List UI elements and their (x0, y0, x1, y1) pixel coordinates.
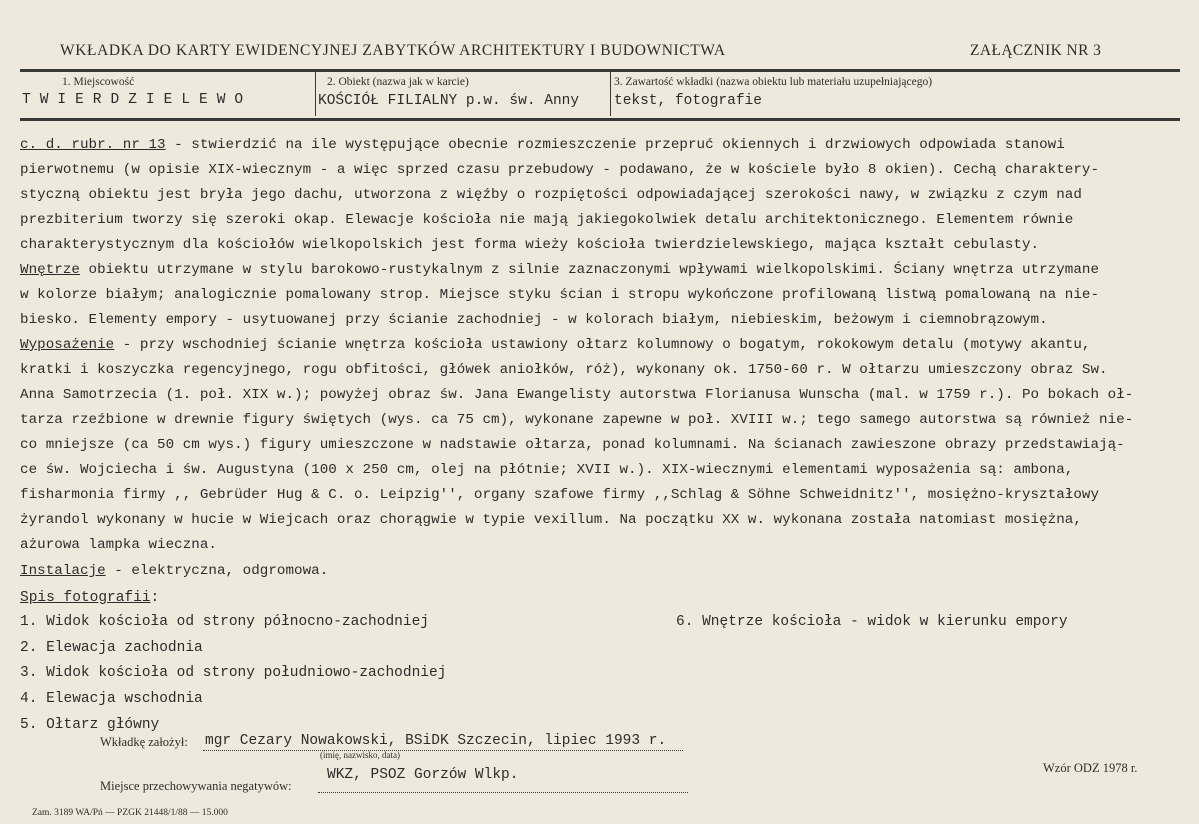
content-value: tekst, fotografie (614, 93, 762, 109)
body-line: w kolorze białym; analogicznie pomalowany strop. Miejsce styku ścian i stropu wykończone profilowaną listwą pomalowaną na nie- (20, 287, 1100, 303)
field-divider (610, 72, 611, 116)
photo-list-title: Spis fotografii: (20, 590, 160, 606)
body-line: tarza rzeźbione w drewnie figury świętych (wys. ca 75 cm), wykonane zapewne w poł. XVIII w.; tego samego autorstwa są również nie- (20, 412, 1134, 428)
body-line (20, 337, 1091, 353)
header-rule (20, 69, 1180, 72)
body-text: obiektu utrzymane w stylu barokowo-rustykalnym z silnie zaznaczonymi wpływami wielkopolskimi. Ściany wnętrza utrzymane (79, 262, 1100, 278)
photo-list-item: 5. Ołtarz główny (20, 717, 160, 733)
founder-label: Wkładkę założył: (100, 735, 188, 749)
body-line: ce św. Wojciecha i św. Augustyna (100 x 250 cm, olej na płótnie; XVII w.). XIX-wiecznymi elementami wyposażenia są: ambona, (20, 462, 1074, 478)
photo-list-item: 4. Elewacja wschodnia (20, 691, 203, 707)
body-line (20, 563, 328, 579)
storage-dotted-line (318, 792, 688, 793)
fields-rule (20, 118, 1180, 121)
founder-hint: (imię, nazwisko, data) (320, 750, 400, 760)
photo-list-item: 1. Widok kościoła od strony północno-zachodniej (20, 614, 429, 630)
body-line (20, 137, 1065, 153)
body-line: fisharmonia firmy ,, Gebrüder Hug & C. o. Leipzig'', organy szafowe firmy ,,Schlag & Söhne Schweidnitz'', mosiężno-kryształowy (20, 487, 1100, 503)
body-text: - przy wschodniej ścianie wnętrza kościoła ustawiony ołtarz kolumnowy o bogatym, rokokowym detalu (motywy akantu, (114, 337, 1091, 353)
place-value: TWIERDZIELEWO (22, 92, 253, 108)
founder-value: mgr Cezary Nowakowski, BSiDK Szczecin, lipiec 1993 r. (205, 733, 667, 749)
object-value: KOŚCIÓŁ FILIALNY p.w. św. Anny (318, 93, 580, 109)
body-line: charakterystycznym dla kościołów wielkopolskich jest forma wieży kościoła twierdzielewskiego, mająca kształt cebulasty. (20, 237, 1040, 253)
founder-dotted-line (203, 750, 683, 751)
storage-value: WKZ, PSOZ Gorzów Wlkp. (327, 767, 519, 783)
body-line: prezbiterium tworzy się szeroki okap. Elewacje kościoła nie mają jakiegokolwiek detalu architektonicznego. Elementem równie (20, 212, 1074, 228)
body-text: - stwierdzić na ile występujące obecnie rozmieszczenie przepruć okiennych i drzwiowych odpowiada stanowi (165, 137, 1065, 153)
section-heading-interior: Wnętrze (20, 262, 80, 278)
section-heading-furnishings: Wyposażenie (20, 337, 115, 353)
place-label: 1. Miejscowość (62, 76, 135, 88)
body-line: styczną obiektu jest bryła jego dachu, utworzona z więźby o rozpiętości odpowiadającej szerokości nawy, w związku z czym nad (20, 187, 1082, 203)
annex-number: ZAŁĄCZNIK NR 3 (970, 42, 1102, 59)
body-line: żyrandol wykonany w hucie w Wiejcach oraz chorągwie w typie vexillum. Na początku XX w. wykonana została natomiast mosiężna, (20, 512, 1082, 528)
form-model: Wzór ODZ 1978 r. (1043, 761, 1138, 775)
content-label: 3. Zawartość wkładki (nazwa obiektu lub materiału uzupełniającego) (614, 76, 933, 88)
body-line: ażurowa lampka wieczna. (20, 537, 217, 553)
body-line: pierwotnemu (w opisie XIX-wiecznym - a więc sprzed czasu przebudowy - podawano, że w kościele było 8 okien). Cechą charaktery- (20, 162, 1100, 178)
form-title: WKŁADKA DO KARTY EWIDENCYJNEJ ZABYTKÓW ARCHITEKTURY I BUDOWNICTWA (60, 42, 726, 59)
body-line: kratki i koszyczka regencyjnego, rogu obfitości, główek aniołków, róż), wykonany ok. 1750-60 r. W ołtarzu umieszczony obraz Sw. (20, 362, 1108, 378)
section-ref: c. d. rubr. nr 13 (20, 137, 166, 153)
body-line (20, 262, 1099, 278)
photo-list-item: 2. Elewacja zachodnia (20, 640, 203, 656)
photo-list-item: 6. Wnętrze kościoła - widok w kierunku empory (676, 614, 1068, 630)
body-line: co mniejsze (ca 50 cm wys.) figury umieszczone w nadstawie ołtarza, ponad kolumnami. Na ścianach zawieszone obrazy przedstawiają- (20, 437, 1125, 453)
body-line: biesko. Elementy empory - usytuowanej przy ścianie zachodniej - w kolorach białym, niebieskim, beżowym i ciemnobrązowym. (20, 312, 1048, 328)
object-label: 2. Obiekt (nazwa jak w karcie) (327, 76, 469, 88)
body-text: - elektryczna, odgromowa. (105, 563, 329, 579)
field-divider (315, 72, 316, 116)
body-line: Anna Samotrzecia (1. poł. XIX w.); powyżej obraz św. Jana Ewangelisty autorstwa Florianusa Wunscha (mal. w 1759 r.). Po bokach oł- (20, 387, 1134, 403)
print-info: Zam. 3189 WA/Pń — PZGK 21448/1/88 — 15.000 (32, 808, 228, 818)
section-heading-installations: Instalacje (20, 563, 106, 579)
storage-label: Miejsce przechowywania negatywów: (100, 779, 292, 793)
photo-list-item: 3. Widok kościoła od strony południowo-zachodniej (20, 665, 447, 681)
